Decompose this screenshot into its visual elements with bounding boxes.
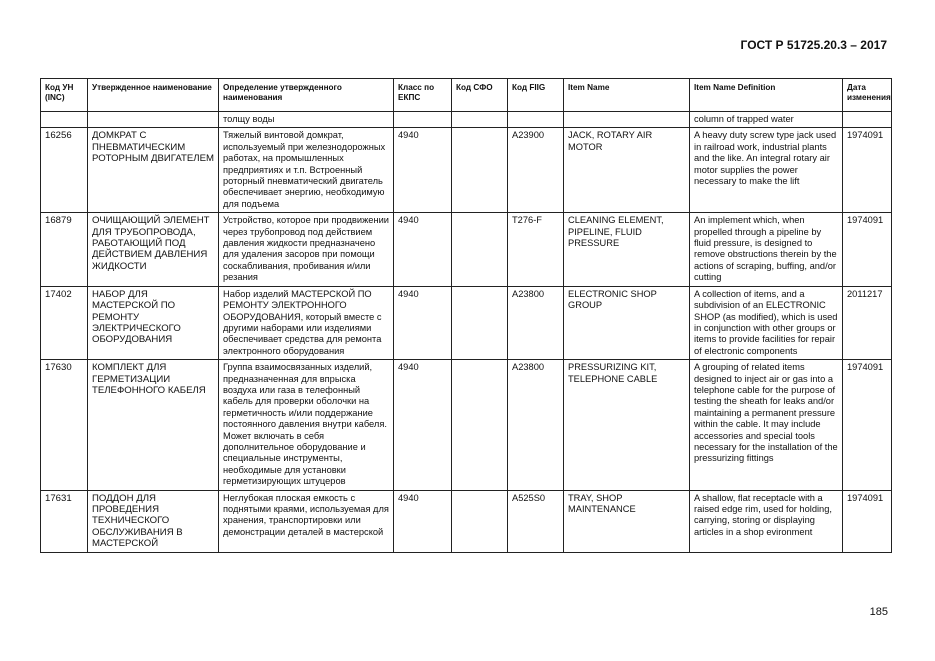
cell-code: 16256 [41,128,88,213]
cell-fiig: A23900 [508,128,564,213]
cell-item-name: JACK, ROTARY AIR MOTOR [564,128,690,213]
column-header-code: Код УН (INC) [41,79,88,112]
cell-item-definition: A shallow, flat receptacle with a raised edge rim, used for holding, carrying, storing or displaying articles in a shop evironment [690,490,843,552]
cell-name-ru: ПОДДОН ДЛЯ ПРОВЕДЕНИЯ ТЕХНИЧЕСКОГО ОБСЛУЖИВАНИЯ В МАСТЕРСКОЙ [88,490,219,552]
column-header-ekps: Класс по ЕКПС [394,79,452,112]
cell-item-name: PRESSURIZING KIT, TELEPHONE CABLE [564,360,690,490]
cell-ekps: 4940 [394,490,452,552]
nomenclature-table [40,78,892,553]
cell-item-definition: An implement which, when propelled through a pipeline by fluid pressure, is designed to remove obstructions therein by the actions of scraping, buffing, and/or cutting [690,213,843,286]
column-header-name-ru: Утвержденное наименование [88,79,219,112]
table-row [41,360,892,490]
table-row-continuation [41,112,892,128]
table-row [41,128,892,213]
cell-item-name: TRAY, SHOP MAINTENANCE [564,490,690,552]
column-header-sfo: Код СФО [452,79,508,112]
cell-item-name: CLEANING ELEMENT, PIPELINE, FLUID PRESSURE [564,213,690,286]
cell-sfo [452,286,508,359]
cell-date: 1974091 [843,360,892,490]
cell-name-ru: КОМПЛЕКТ ДЛЯ ГЕРМЕТИЗАЦИИ ТЕЛЕФОННОГО КАБЕЛЯ [88,360,219,490]
table-row [41,286,892,359]
cell-ekps: 4940 [394,286,452,359]
cell-date: 2011217 [843,286,892,359]
cell-code: 16879 [41,213,88,286]
cell-ekps: 4940 [394,213,452,286]
cell-item-definition: A grouping of related items designed to inject air or gas into a telephone cable for the purpose of testing the sheath for leaks and/or maintaining a permanent pressure within the cable. It may include accessories and special tools necessary for the installation of the pressurizing fittings [690,360,843,490]
cell-fiig: A525S0 [508,490,564,552]
cell-fiig: A23800 [508,286,564,359]
page-number: 185 [869,606,888,618]
cell-code: 17631 [41,490,88,552]
column-header-date: Дата изменения [843,79,892,112]
cell-date: 1974091 [843,128,892,213]
column-header-definition-ru: Определение утвержденного наименования [219,79,394,112]
cell-item-name: ELECTRONIC SHOP GROUP [564,286,690,359]
cell-definition-ru: Группа взаимосвязанных изделий, предназначенная для впрыска воздуха или газа в телефонный кабель для проверки оболочки на герметичность и/или поддержание постоянного давления внутри кабеля. Может включать в себя дополнительное оборудование и специальные инструменты, необходимые для установки герметизирующих штуцеров [219,360,394,490]
cell-definition-ru: Набор изделий МАСТЕРСКОЙ ПО РЕМОНТУ ЭЛЕКТРОННОГО ОБОРУДОВАНИЯ, который вместе с другими наборами или изделиями обеспечивает средства для ремонта электронного оборудования [219,286,394,359]
document-header: ГОСТ Р 51725.20.3 – 2017 [740,38,887,52]
table-row [41,213,892,286]
cell-name-ru: ОЧИЩАЮЩИЙ ЭЛЕМЕНТ ДЛЯ ТРУБОПРОВОДА, РАБОТАЮЩИЙ ПОД ДЕЙСТВИЕМ ДАВЛЕНИЯ ЖИДКОСТИ [88,213,219,286]
cell-definition-ru: Устройство, которое при продвижении через трубопровод под действием давления жидкости предназначено для удаления засоров при помощи соскабливания, пробивания и/или резания [219,213,394,286]
column-header-fiig: Код FIIG [508,79,564,112]
cell-sfo [452,213,508,286]
cell-sfo [452,128,508,213]
cell-definition-ru: Тяжелый винтовой домкрат, используемый при железнодорожных работах, на промышленных предприятиях и т.п. Встроенный роторный пневматический двигатель обеспечивает энергию, необходимую для подъема [219,128,394,213]
table-row [41,490,892,552]
cell-date: 1974091 [843,490,892,552]
cell-ekps: 4940 [394,360,452,490]
cell-item-definition: A heavy duty screw type jack used in railroad work, industrial plants and the like. An integral rotary air motor supplies the power necessary to make the lift [690,128,843,213]
cell-sfo [452,490,508,552]
cell-item-definition: A collection of items, and a subdivision of an ELECTRONIC SHOP (as modified), which is used in conjunction with other groups or items to provide facilities for repair of electronic components [690,286,843,359]
cell-fiig: T276-F [508,213,564,286]
cell-definition-ru: толщу воды [219,112,394,128]
column-header-item-definition: Item Name Definition [690,79,843,112]
cell-definition-ru: Неглубокая плоская емкость с поднятыми краями, используемая для хранения, транспортировки или демонстрации деталей в мастерской [219,490,394,552]
cell-code: 17630 [41,360,88,490]
cell-sfo [452,360,508,490]
cell-name-ru: ДОМКРАТ С ПНЕВМАТИЧЕСКИМ РОТОРНЫМ ДВИГАТЕЛЕМ [88,128,219,213]
cell-item-definition: column of trapped water [690,112,843,128]
cell-fiig: A23800 [508,360,564,490]
cell-name-ru: НАБОР ДЛЯ МАСТЕРСКОЙ ПО РЕМОНТУ ЭЛЕКТРИЧЕСКОГО ОБОРУДОВАНИЯ [88,286,219,359]
table-header-row [41,79,892,112]
cell-date: 1974091 [843,213,892,286]
cell-code: 17402 [41,286,88,359]
cell-ekps: 4940 [394,128,452,213]
column-header-item-name: Item Name [564,79,690,112]
